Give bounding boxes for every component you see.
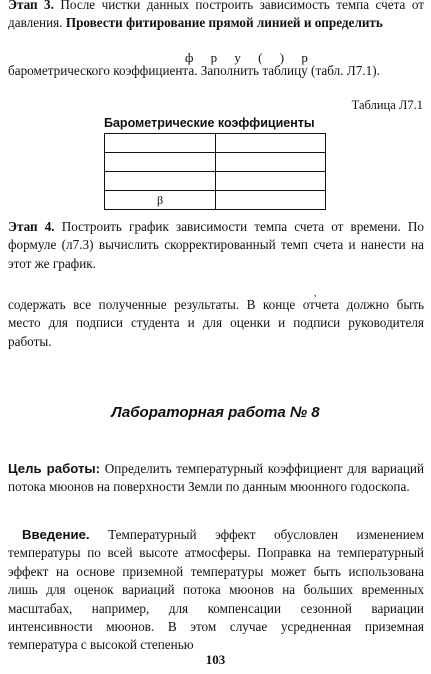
intro-label: Введение. [22, 527, 90, 542]
table-cell [105, 172, 216, 191]
goal-label: Цель работы: [8, 461, 101, 476]
page-number: 103 [205, 652, 226, 667]
table-cell [105, 134, 216, 153]
stage3-label: Этап 3. [8, 0, 54, 12]
intro-paragraph [8, 526, 424, 655]
stage4-paragraph [8, 218, 424, 273]
formula-fragment: ф р у ( ) р [185, 50, 315, 65]
stage3-bold-text: Провести фитирование прямой линией и определить [65, 15, 383, 31]
stage4-label: Этап 4. [8, 219, 55, 234]
table-row [105, 191, 326, 210]
table-caption: Таблица Л7.1 [351, 98, 423, 112]
report-paragraph: содержать все полученные результаты. В конце отчета должно быть место для подписи студента и для оценки и подписи руководителя работы. [8, 297, 424, 349]
table-cell: β [105, 191, 216, 210]
table-cell [216, 172, 326, 191]
table-row [105, 153, 326, 172]
table-cell [216, 134, 326, 153]
table-row [105, 172, 326, 191]
stage3-text: После чистки данных построить зависимость темпа счета от давления. [8, 0, 425, 31]
intro-text: Температурный эффект обусловлен изменением температуры по всей высоте атмосферы. Поправка на температурный эффект на основе приземной температуры может быть использована лишь для оценок вариаций потока мюонов на больших временных масштабах, например, для компенсации сезонной вариации интенсивности мюонов. В этом случае усредненная приземная температура с высокой степенью [8, 527, 424, 653]
table-cell [216, 153, 326, 172]
stray-mark: , [314, 288, 317, 299]
lab-heading: Лабораторная работа № 8 [111, 404, 320, 421]
goal-paragraph [8, 460, 424, 497]
stage4-text: Построить график зависимости темпа счета от времени. По формуле (л7.3) вычислить скорректированный темп счета и нанести на этот же график. [8, 219, 424, 271]
table-cell [105, 153, 216, 172]
barometric-coefficients-table [104, 133, 326, 210]
table-cell [216, 191, 326, 210]
table-row [105, 134, 326, 153]
goal-text: Определить температурный коэффициент для вариаций потока мюонов на поверхности Земли по данным мюонного годоскопа. [8, 461, 424, 495]
stage3-continuation: барометрического коэффициента. Заполнить таблицу (табл. Л7.1). [8, 63, 380, 78]
stage3-paragraph [8, 0, 424, 33]
table-title: Барометрические коэффициенты [104, 116, 315, 130]
